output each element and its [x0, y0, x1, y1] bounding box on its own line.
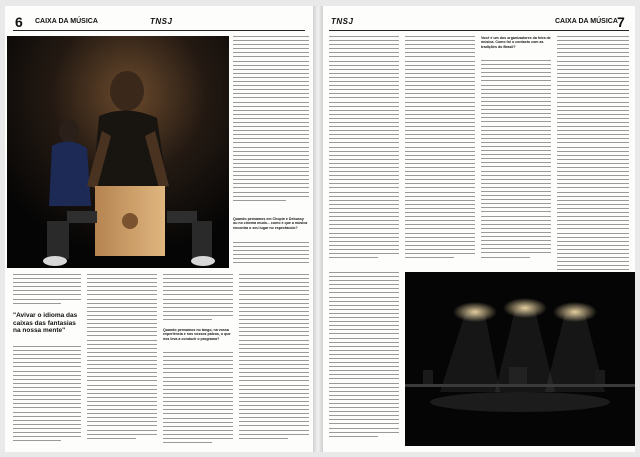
- page-number-right: 7: [617, 14, 625, 30]
- text-column-2a: [13, 274, 81, 308]
- text-column-2b: [13, 346, 81, 446]
- text-column-1: [233, 36, 309, 214]
- section-title-right: CAIXA DA MÚSICA: [555, 18, 618, 25]
- page-gutter: [313, 6, 323, 452]
- header-rule-right: [329, 30, 629, 31]
- text-column-10: [329, 272, 399, 446]
- header-rule-left: [13, 30, 305, 31]
- question-heading-2: Quando pensamos no tango, na vossa experiência e nos vossos palcos, o que nos leva a conduzir o programa?: [163, 328, 231, 341]
- right-page: [323, 6, 635, 452]
- page-number-left: 6: [15, 14, 23, 30]
- text-column-4b: [163, 352, 233, 446]
- question-heading-3: Você é um dos organizadores da feira de música. Como foi o contacto com as tradições do Brasil?: [481, 36, 551, 49]
- text-column-4a: [163, 274, 233, 324]
- text-column-8: [481, 60, 551, 266]
- text-column-9: [557, 36, 629, 286]
- brand-logo-left: TNSJ: [150, 17, 173, 26]
- text-column-3: [87, 274, 157, 446]
- percussionist-photo: [7, 36, 229, 268]
- text-column-7: [405, 36, 475, 266]
- pull-quote: "Avivar o idioma das caixas das fantasias na nossa mente": [13, 312, 78, 334]
- text-column-6: [329, 36, 399, 266]
- section-title-left: CAIXA DA MÚSICA: [35, 18, 98, 25]
- brand-logo-right: TNSJ: [331, 17, 354, 26]
- question-heading-1: Quando pensamos em Chopin e Debussy ou no cinema mudo... como é que a música encontra o seu lugar no espectáculo?: [233, 217, 308, 230]
- stage-spotlight-photo: [405, 272, 635, 446]
- left-page: [5, 6, 313, 452]
- text-column-1b: [233, 242, 309, 268]
- text-column-5: [239, 274, 309, 446]
